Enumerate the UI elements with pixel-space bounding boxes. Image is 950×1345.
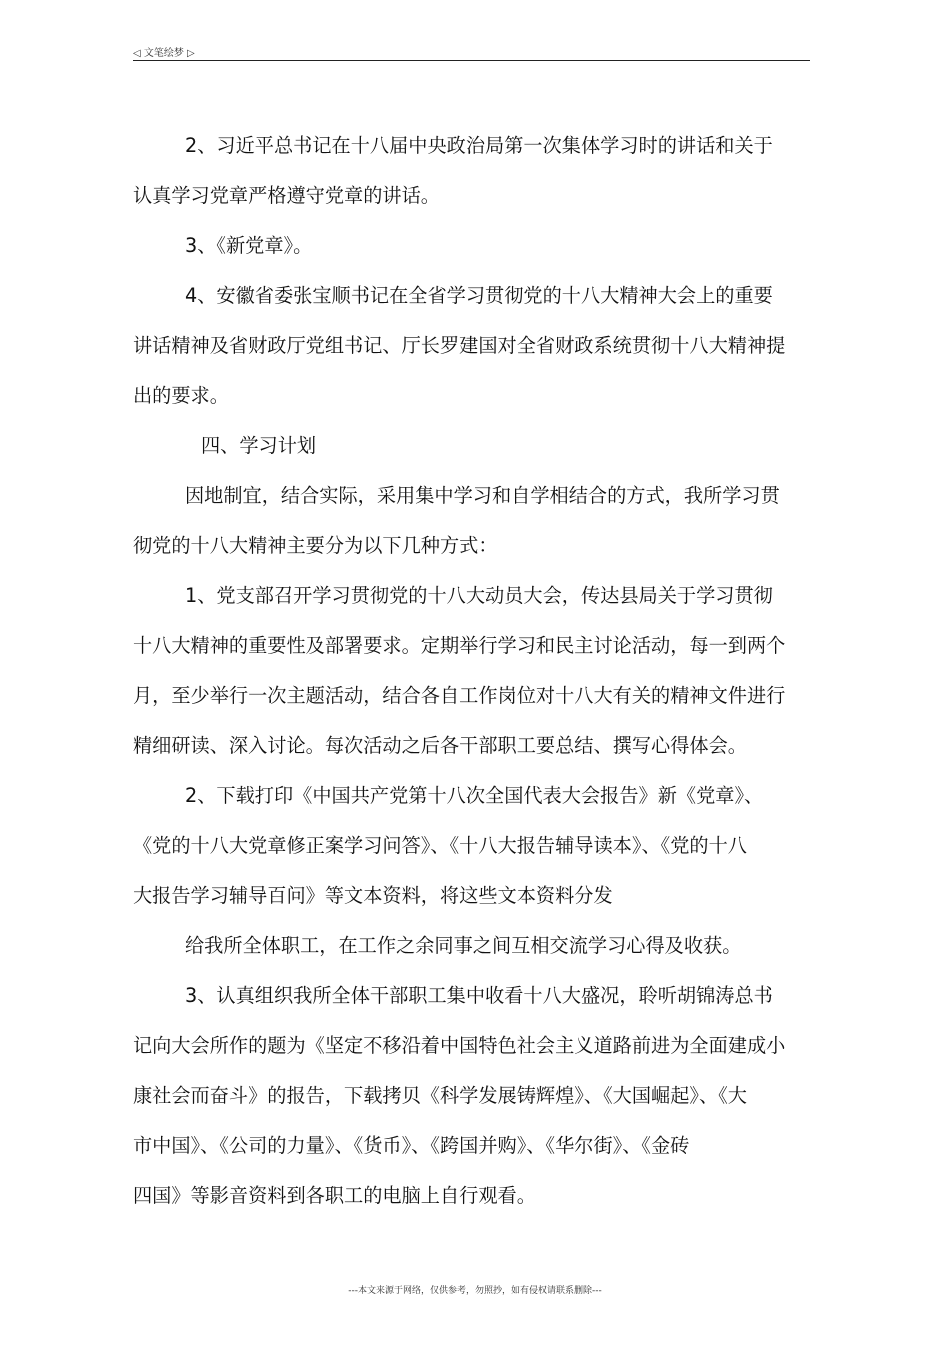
text-line: 康社会而奋斗》的报告，下载拷贝《科学发展铸辉煌》、《大国崛起》、《大 <box>133 1084 747 1107</box>
text-line: 认真学习党章严格遵守党章的讲话。 <box>133 184 440 207</box>
text-line: 记向大会所作的题为《坚定不移沿着中国特色社会主义道路前进为全面建成小 <box>133 1034 786 1057</box>
text-line: 出的要求。 <box>133 384 229 407</box>
text-line: 《党的十八大党章修正案学习问答》、《十八大报告辅导读本》、《党的十八 <box>133 834 747 857</box>
text-line: 1、党支部召开学习贯彻党的十八大动员大会，传达县局关于学习贯彻 <box>185 584 773 607</box>
text-line: 十八大精神的重要性及部署要求。定期举行学习和民主讨论活动，每一到两个 <box>133 634 786 657</box>
page-header: ◁ 文笔绘梦 ▷ <box>133 48 195 59</box>
text-line: 大报告学习辅导百问》等文本资料，将这些文本资料分发 <box>133 884 613 907</box>
text-line: 讲话精神及省财政厅党组书记、厅长罗建国对全省财政系统贯彻十八大精神提 <box>133 334 786 357</box>
text-line: 给我所全体职工，在工作之余同事之间互相交流学习心得及收获。 <box>185 934 742 957</box>
text-line: 2、下载打印《中国共产党第十八次全国代表大会报告》新《党章》、 <box>185 784 764 807</box>
text-line: 四国》等影音资料到各职工的电脑上自行观看。 <box>133 1184 536 1207</box>
page-footer: ---本文来源于网络，仅供参考，勿照抄，如有侵权请联系删除--- <box>348 1286 602 1296</box>
document-body <box>133 121 810 1221</box>
text-line: 市中国》、《公司的力量》、《货币》、《跨国并购》、《华尔街》、《金砖 <box>133 1134 690 1157</box>
text-line: 3、《新党章》。 <box>185 234 313 257</box>
text-line: 四、学习计划 <box>201 434 317 457</box>
text-line: 3、认真组织我所全体干部职工集中收看十八大盛况，聆听胡锦涛总书 <box>185 984 773 1007</box>
text-line: 因地制宜，结合实际，采用集中学习和自学相结合的方式，我所学习贯 <box>185 484 780 507</box>
text-line: 2、习近平总书记在十八届中央政治局第一次集体学习时的讲话和关于 <box>185 134 773 157</box>
text-line: 月，至少举行一次主题活动，结合各自工作岗位对十八大有关的精神文件进行 <box>133 684 786 707</box>
text-line: 彻党的十八大精神主要分为以下几种方式： <box>133 534 498 557</box>
text-line: 精细研读、深入讨论。每次活动之后各干部职工要总结、撰写心得体会。 <box>133 734 747 757</box>
text-line: 4、安徽省委张宝顺书记在全省学习贯彻党的十八大精神大会上的重要 <box>185 284 773 307</box>
header-divider <box>133 60 810 61</box>
